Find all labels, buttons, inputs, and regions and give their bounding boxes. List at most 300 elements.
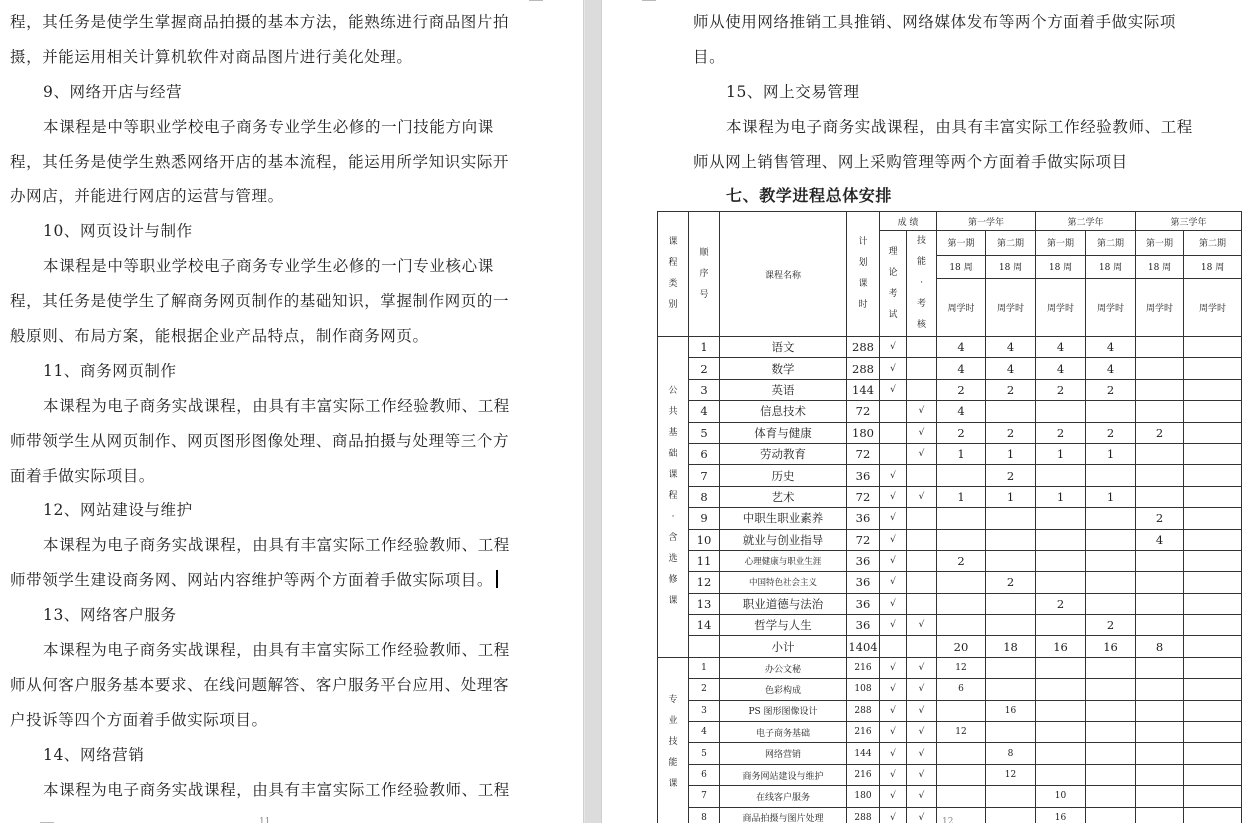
- weekly-hours: [1184, 443, 1242, 464]
- course-name: 历史: [720, 465, 847, 486]
- weekly-hours: 2: [1136, 508, 1184, 529]
- weekly-hours: [1184, 465, 1242, 486]
- header-per-week: 周学时: [986, 279, 1036, 337]
- weekly-hours: [1086, 743, 1136, 764]
- weekly-hours: [986, 786, 1036, 807]
- text-line-content: 程，其任务是使学生了解商务网页制作的基础知识，掌握制作网页的一: [10, 292, 510, 311]
- header-weeks: 18 周: [937, 255, 986, 278]
- header-category: [658, 212, 689, 337]
- theory-exam-check: √: [880, 486, 907, 507]
- text-line-content: 本课程为电子商务实战课程，由具有丰富实际工作经验教师、工程: [43, 641, 510, 660]
- course-hours: 288: [847, 358, 880, 379]
- weekly-hours: [986, 550, 1036, 571]
- weekly-hours: 2: [937, 422, 986, 443]
- skill-exam-check: [907, 550, 937, 571]
- weekly-hours: [986, 529, 1036, 550]
- course-hours: 144: [847, 379, 880, 400]
- text-line-content: 摄，并能运用相关计算机软件对商品图片进行美化处理。: [10, 47, 413, 66]
- text-line: [10, 284, 525, 319]
- weekly-hours: 8: [986, 743, 1036, 764]
- table-row[interactable]: [658, 337, 1242, 358]
- course-hours: 180: [847, 422, 880, 443]
- weekly-hours: [1136, 465, 1184, 486]
- theory-exam-check: [880, 443, 907, 464]
- skill-exam-check: √: [907, 486, 937, 507]
- weekly-hours: [937, 764, 986, 785]
- table-row[interactable]: [658, 550, 1242, 571]
- weekly-hours: [1036, 764, 1086, 785]
- course-hours: 72: [847, 443, 880, 464]
- text-line: [10, 633, 525, 668]
- header-per-week: 周学时: [1036, 279, 1086, 337]
- crop-mark: [529, 0, 543, 1]
- text-line-content: 14、网络营销: [43, 745, 145, 764]
- skill-exam-check: √: [907, 443, 937, 464]
- course-hours: 36: [847, 572, 880, 593]
- weekly-hours: 1: [937, 486, 986, 507]
- weekly-hours: 4: [937, 337, 986, 358]
- weekly-hours: [1036, 679, 1086, 700]
- skill-exam-check: √: [907, 700, 937, 721]
- weekly-hours: [1086, 593, 1136, 614]
- skill-exam-check: √: [907, 422, 937, 443]
- course-category: [658, 337, 689, 658]
- weekly-hours: [986, 722, 1036, 743]
- weekly-hours: [1184, 679, 1242, 700]
- theory-exam-check: [880, 422, 907, 443]
- table-row[interactable]: [658, 529, 1242, 550]
- weekly-hours: 2: [1036, 422, 1086, 443]
- course-name: 艺术: [720, 486, 847, 507]
- weekly-hours: [986, 807, 1036, 823]
- weekly-hours: [1136, 657, 1184, 678]
- weekly-hours: 2: [937, 550, 986, 571]
- header-per-week: 周学时: [1136, 279, 1184, 337]
- course-name: 哲学与人生: [720, 615, 847, 636]
- course-name: 在线客户服务: [720, 786, 847, 807]
- weekly-hours: 2: [1086, 422, 1136, 443]
- course-name: 数学: [720, 358, 847, 379]
- course-name: 网络营销: [720, 743, 847, 764]
- skill-exam-check: √: [907, 764, 937, 785]
- course-seq: 3: [689, 379, 720, 400]
- weekly-hours: [986, 679, 1036, 700]
- vertical-text: 技能·考核: [916, 236, 926, 330]
- weekly-hours: [1086, 508, 1136, 529]
- weekly-hours: 2: [1086, 615, 1136, 636]
- header-term: 第一期: [1036, 231, 1086, 256]
- weekly-hours: [1136, 401, 1184, 422]
- skill-exam-check: [907, 593, 937, 614]
- weekly-hours: [1036, 657, 1086, 678]
- weekly-hours: [1036, 401, 1086, 422]
- course-seq: 2: [689, 358, 720, 379]
- header-year1: 第一学年: [937, 212, 1036, 231]
- weekly-hours: 2: [986, 465, 1036, 486]
- weekly-hours: 12: [937, 722, 986, 743]
- text-line: [693, 5, 1213, 40]
- weekly-hours: 2: [1086, 379, 1136, 400]
- course-hours: 36: [847, 615, 880, 636]
- weekly-hours: 1: [1086, 443, 1136, 464]
- weekly-hours: [1184, 722, 1242, 743]
- table-row[interactable]: [658, 508, 1242, 529]
- vertical-text: 公共基础课程·含选修课: [668, 386, 678, 607]
- course-name: 中国特色社会主义: [720, 572, 847, 593]
- course-hours: 36: [847, 550, 880, 571]
- header-hours: [847, 212, 880, 337]
- page-text-body[interactable]: [10, 5, 525, 807]
- weekly-hours: [937, 508, 986, 529]
- weekly-hours: [1136, 358, 1184, 379]
- course-hours: 72: [847, 401, 880, 422]
- text-line: [10, 493, 525, 528]
- course-seq: 5: [689, 743, 720, 764]
- text-line-content: 面着手做实际项目。: [10, 466, 155, 485]
- header-term: 第一期: [1136, 231, 1184, 256]
- table-row[interactable]: [658, 465, 1242, 486]
- weekly-hours: [986, 593, 1036, 614]
- page-text-body[interactable]: [693, 5, 1213, 214]
- weekly-hours: [1086, 764, 1136, 785]
- page-gutter: [585, 0, 601, 823]
- weekly-hours: 12: [937, 657, 986, 678]
- weekly-hours: [1086, 465, 1136, 486]
- weekly-hours: [1136, 486, 1184, 507]
- weekly-hours: [1184, 529, 1242, 550]
- weekly-hours: [937, 786, 986, 807]
- course-hours: 288: [847, 337, 880, 358]
- course-hours: 144: [847, 743, 880, 764]
- text-line-content: 程，其任务是使学生熟悉网络开店的基本流程，能运用所学知识实际开: [10, 152, 510, 171]
- course-seq: 12: [689, 572, 720, 593]
- weekly-hours: [937, 593, 986, 614]
- weekly-hours: [937, 700, 986, 721]
- course-category: [658, 657, 689, 823]
- table-cell: [689, 636, 720, 657]
- theory-exam-check: √: [880, 550, 907, 571]
- text-line-content: 户投诉等四个方面着手做实际项目。: [10, 710, 268, 729]
- course-name: 体育与健康: [720, 422, 847, 443]
- vertical-text: 计划课时: [858, 237, 868, 310]
- course-hours: 72: [847, 529, 880, 550]
- weekly-hours: [1184, 700, 1242, 721]
- text-line-content: 办网店，并能进行网店的运营与管理。: [10, 187, 284, 206]
- weekly-hours: [1136, 807, 1184, 823]
- course-name: 语文: [720, 337, 847, 358]
- weekly-hours: [1086, 572, 1136, 593]
- weekly-hours: [1184, 358, 1242, 379]
- table-row[interactable]: [658, 657, 1242, 678]
- text-line: [10, 703, 525, 738]
- skill-exam-check: √: [907, 615, 937, 636]
- course-name: 商品拍摄与图片处理: [720, 807, 847, 823]
- text-line: [10, 668, 525, 703]
- course-hours: 216: [847, 657, 880, 678]
- header-course-name: 课程名称: [720, 212, 847, 337]
- weekly-hours: 2: [986, 379, 1036, 400]
- theory-exam-check: √: [880, 722, 907, 743]
- skill-exam-check: √: [907, 679, 937, 700]
- table-row[interactable]: [658, 401, 1242, 422]
- course-seq: 10: [689, 529, 720, 550]
- course-hours: 216: [847, 764, 880, 785]
- weekly-hours: [1036, 508, 1086, 529]
- weekly-hours: [1136, 572, 1184, 593]
- skill-exam-check: √: [907, 786, 937, 807]
- weekly-hours: [1136, 337, 1184, 358]
- weekly-hours: 4: [986, 337, 1036, 358]
- table-row[interactable]: [658, 615, 1242, 636]
- subtotal-row: [658, 636, 1242, 657]
- text-line-content: 师从何客户服务基本要求、在线问题解答、客户服务平台应用、处理客: [10, 675, 510, 694]
- course-seq: 3: [689, 700, 720, 721]
- weekly-hours: [937, 529, 986, 550]
- theory-exam-check: √: [880, 593, 907, 614]
- teaching-schedule-table[interactable]: [657, 211, 1242, 823]
- page-number: 12: [942, 817, 954, 823]
- weekly-hours: 16: [986, 700, 1036, 721]
- course-hours: 288: [847, 700, 880, 721]
- course-seq: 4: [689, 722, 720, 743]
- table-row[interactable]: [658, 700, 1242, 721]
- weekly-hours: 16: [1036, 807, 1086, 823]
- vertical-text: 理论考试: [888, 246, 898, 320]
- weekly-hours: [986, 657, 1036, 678]
- text-line-content: 本课程为电子商务实战课程，由具有丰富实际工作经验教师、工程: [43, 536, 510, 555]
- weekly-hours: [1086, 679, 1136, 700]
- weekly-hours: [1184, 379, 1242, 400]
- table-row[interactable]: [658, 786, 1242, 807]
- text-line-content: 本课程为电子商务实战课程，由具有丰富实际工作经验教师、工程: [43, 780, 510, 799]
- text-line-content: 程，其任务是使学生掌握商品拍摄的基本方法，能熟练进行商品图片拍: [10, 13, 510, 31]
- weekly-hours: [986, 615, 1036, 636]
- weekly-hours: [1184, 337, 1242, 358]
- weekly-hours: [1036, 615, 1086, 636]
- header-weeks: 18 周: [1086, 255, 1136, 278]
- text-line: [10, 40, 525, 75]
- theory-exam-check: √: [880, 529, 907, 550]
- course-name: 电子商务基础: [720, 722, 847, 743]
- table-row[interactable]: [658, 679, 1242, 700]
- table-row[interactable]: [658, 422, 1242, 443]
- weekly-hours: 1: [1086, 486, 1136, 507]
- header-per-week: 周学时: [937, 279, 986, 337]
- course-seq: 1: [689, 657, 720, 678]
- weekly-hours: [1184, 486, 1242, 507]
- header-theory-exam: [880, 231, 907, 337]
- text-line: [10, 389, 525, 424]
- weekly-hours: 10: [1036, 786, 1086, 807]
- page-number: 11: [259, 817, 271, 823]
- text-line: [693, 75, 1213, 110]
- text-line-content: 9、网络开店与经营: [43, 82, 183, 101]
- header-per-week: 周学时: [1184, 279, 1242, 337]
- weekly-hours: [1136, 764, 1184, 785]
- vertical-text: 课程类别: [668, 237, 678, 310]
- course-name: 办公文秘: [720, 657, 847, 678]
- text-line-content: 师从使用网络推销工具推销、网络媒体发布等两个方面着手做实际项: [693, 13, 1177, 31]
- weekly-hours: [986, 401, 1036, 422]
- text-line: [693, 40, 1213, 75]
- weekly-hours: [1184, 593, 1242, 614]
- text-line: [10, 5, 525, 40]
- text-line: [693, 145, 1213, 180]
- table-row[interactable]: [658, 358, 1242, 379]
- course-hours: 36: [847, 593, 880, 614]
- header-seq: [689, 212, 720, 337]
- course-hours: 216: [847, 722, 880, 743]
- course-hours: 180: [847, 786, 880, 807]
- course-seq: 4: [689, 401, 720, 422]
- text-line-content: 本课程为电子商务实战课程，由具有丰富实际工作经验教师、工程: [43, 396, 510, 415]
- text-line: [10, 145, 525, 180]
- header-term: 第一期: [937, 231, 986, 256]
- course-hours: 288: [847, 807, 880, 823]
- skill-exam-check: [907, 337, 937, 358]
- theory-exam-check: √: [880, 679, 907, 700]
- header-skill-exam: [907, 231, 937, 337]
- header-weeks: 18 周: [986, 255, 1036, 278]
- course-seq: 8: [689, 486, 720, 507]
- document-page-left[interactable]: [0, 0, 584, 823]
- weekly-hours: [1184, 401, 1242, 422]
- text-line-content: 13、网络客户服务: [43, 606, 177, 625]
- header-weeks: 18 周: [1184, 255, 1242, 278]
- table-row[interactable]: [658, 722, 1242, 743]
- course-name: 色彩构成: [720, 679, 847, 700]
- text-line-content: 本课程为电子商务实战课程，由具有丰富实际工作经验教师、工程: [726, 117, 1193, 136]
- weekly-hours: [1136, 743, 1184, 764]
- course-seq: 11: [689, 550, 720, 571]
- weekly-hours: [1086, 529, 1136, 550]
- table-row[interactable]: [658, 764, 1242, 785]
- course-name: 职业道德与法治: [720, 593, 847, 614]
- text-line-content: 12、网站建设与维护: [43, 501, 193, 520]
- text-line-content: 师从网上销售管理、网上采购管理等两个方面着手做实际项目: [693, 152, 1128, 171]
- subtotal-weekly-hours: 8: [1136, 636, 1184, 657]
- weekly-hours: [1136, 379, 1184, 400]
- weekly-hours: [1136, 550, 1184, 571]
- weekly-hours: [1184, 615, 1242, 636]
- course-seq: 7: [689, 465, 720, 486]
- theory-exam-check: √: [880, 508, 907, 529]
- theory-exam-check: √: [880, 786, 907, 807]
- theory-exam-check: √: [880, 615, 907, 636]
- header-year2: 第二学年: [1036, 212, 1136, 231]
- course-seq: 14: [689, 615, 720, 636]
- weekly-hours: [1036, 700, 1086, 721]
- weekly-hours: 1: [986, 443, 1036, 464]
- weekly-hours: 1: [1036, 486, 1086, 507]
- course-seq: 2: [689, 679, 720, 700]
- weekly-hours: [1086, 807, 1136, 823]
- course-name: 商务网站建设与维护: [720, 764, 847, 785]
- weekly-hours: [937, 572, 986, 593]
- weekly-hours: [1184, 550, 1242, 571]
- weekly-hours: 6: [937, 679, 986, 700]
- header-weeks: 18 周: [1136, 255, 1184, 278]
- skill-exam-check: √: [907, 807, 937, 823]
- weekly-hours: [1086, 401, 1136, 422]
- table-row[interactable]: [658, 379, 1242, 400]
- course-hours: 36: [847, 508, 880, 529]
- weekly-hours: 4: [937, 358, 986, 379]
- subtotal-weekly-hours: 16: [1036, 636, 1086, 657]
- weekly-hours: [937, 615, 986, 636]
- table-row[interactable]: [658, 486, 1242, 507]
- table-row[interactable]: [658, 743, 1242, 764]
- weekly-hours: 4: [937, 401, 986, 422]
- subtotal-weekly-hours: [1184, 636, 1242, 657]
- subtotal-hours: 1404: [847, 636, 880, 657]
- course-name: PS 图形图像设计: [720, 700, 847, 721]
- theory-exam-check: √: [880, 657, 907, 678]
- weekly-hours: 1: [986, 486, 1036, 507]
- text-line: [10, 319, 525, 354]
- header-term: 第二期: [986, 231, 1036, 256]
- weekly-hours: 2: [1036, 379, 1086, 400]
- skill-exam-check: √: [907, 657, 937, 678]
- weekly-hours: [1184, 764, 1242, 785]
- text-cursor: [496, 570, 498, 588]
- table-cell: [907, 636, 937, 657]
- weekly-hours: [937, 465, 986, 486]
- subtotal-weekly-hours: 16: [1086, 636, 1136, 657]
- text-line: [10, 424, 525, 459]
- course-seq: 8: [689, 807, 720, 823]
- weekly-hours: 2: [937, 379, 986, 400]
- weekly-hours: 4: [1086, 337, 1136, 358]
- course-name: 中职生职业素养: [720, 508, 847, 529]
- weekly-hours: [1184, 743, 1242, 764]
- text-line: [10, 563, 525, 598]
- text-line-content: 般原则、布局方案，能根据企业产品特点，制作商务网页。: [10, 327, 429, 346]
- text-line-content: 师带领学生建设商务网、网站内容维护等两个方面着手做实际项目。: [10, 571, 494, 590]
- header-weeks: 18 周: [1036, 255, 1086, 278]
- weekly-hours: [1036, 465, 1086, 486]
- theory-exam-check: √: [880, 764, 907, 785]
- weekly-hours: [937, 743, 986, 764]
- document-page-right[interactable]: [601, 0, 1246, 823]
- header-term: 第二期: [1184, 231, 1242, 256]
- weekly-hours: [1086, 786, 1136, 807]
- weekly-hours: [1184, 508, 1242, 529]
- text-line-content: 师带领学生从网页制作、网页图形图像处理、商品拍摄与处理等三个方: [10, 431, 510, 450]
- text-line-content: 本课程是中等职业学校电子商务专业学生必修的一门专业核心课: [43, 257, 494, 276]
- skill-exam-check: [907, 465, 937, 486]
- table-row[interactable]: [658, 572, 1242, 593]
- weekly-hours: 4: [1136, 529, 1184, 550]
- text-line: [10, 773, 525, 808]
- course-seq: 5: [689, 422, 720, 443]
- course-hours: 36: [847, 465, 880, 486]
- table-row[interactable]: [658, 593, 1242, 614]
- text-line-content: 11、商务网页制作: [43, 361, 177, 380]
- weekly-hours: [1036, 529, 1086, 550]
- course-seq: 1: [689, 337, 720, 358]
- weekly-hours: [1036, 550, 1086, 571]
- course-seq: 7: [689, 786, 720, 807]
- weekly-hours: [1184, 807, 1242, 823]
- table-row[interactable]: [658, 443, 1242, 464]
- theory-exam-check: √: [880, 358, 907, 379]
- text-line-content: 15、网上交易管理: [726, 82, 860, 101]
- skill-exam-check: √: [907, 722, 937, 743]
- course-seq: 6: [689, 443, 720, 464]
- weekly-hours: [1136, 679, 1184, 700]
- header-term: 第二期: [1086, 231, 1136, 256]
